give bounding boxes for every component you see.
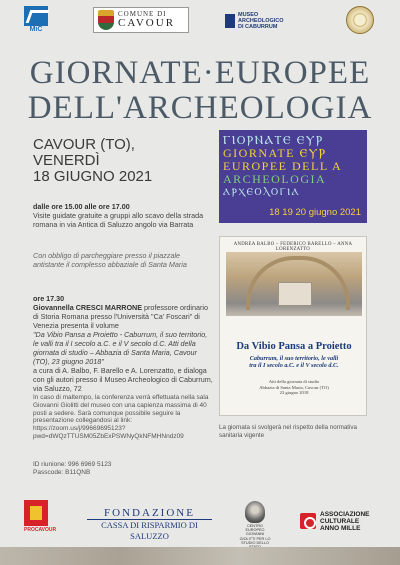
main-title-line1: GIORNATE·EUROPEE [29, 55, 371, 91]
poster-row-4: ARCHEOLOGIA [223, 172, 327, 186]
speaker-name: Giovannella CRESCI MARRONE [33, 303, 143, 312]
giolitti-label: CENTRO EUROPEO GIOVANNI GIOLITTI PER LO STUDIO DELLO [239, 524, 271, 545]
parking-note: Con obbligo di parcheggiare presso il piazzale antistante il complesso abbaziale di Santa Maria [33, 251, 187, 269]
poster-row-5: ⲀⲢⲬⲈⲞⲖⲞⲄⲒⲀ [223, 187, 301, 198]
book-subtitle [220, 355, 367, 369]
seal-logo-icon [346, 6, 374, 34]
cavour-small-label: COMUNE DI [118, 10, 167, 18]
logo-bar [0, 0, 400, 42]
book-reference: "Da Vibio Pansa a Proietto - Caburrum, il suo territorio, le valli tra il I secolo a.C. e il V secolo d.C. Atti della giornata di studio – Abbazia di Santa Maria, Cavour (TO), 23 giugno 2018" [33, 330, 208, 366]
cavour-crest-icon [98, 10, 114, 30]
comune-cavour-logo [93, 7, 189, 33]
fondazione-logo [87, 507, 212, 541]
cavour-big-label: CAVOUR [118, 17, 176, 29]
mic-logo [22, 6, 50, 36]
book-authors: ANDREA BALBO – FEDERICO BARELLO – ANNA LORENZATTO [233, 242, 353, 252]
main-title-line2: DELL'ARCHEOLOGIA [27, 90, 373, 126]
poster-dates: 18 19 20 giugno 2021 [269, 207, 361, 218]
book-subtitle-2: tra il I secolo a.C. e il V secolo d.C. [249, 362, 339, 369]
assoc-label-3: ANNO MILLE [320, 524, 361, 532]
location-line3: 18 GIUGNO 2021 [33, 168, 153, 185]
book-acts-2: Abbazia di Santa Maria, Cavour (TO) [259, 384, 329, 390]
speaker-role: professore ordinario di Storia Romana presso l'Università "Ca' Foscari" di Venezia presenta il volume [33, 303, 208, 330]
stone-texture-strip [0, 547, 400, 565]
health-regulation-note: La giornata si svolgerà nel rispetto della normativa sanitaria vigente [219, 424, 357, 439]
anno-mille-logo [300, 510, 380, 532]
assoc-label-1: ASSOCIAZIONE [320, 510, 370, 518]
talk-block [33, 294, 213, 393]
procavour-mark-icon [24, 500, 48, 526]
meeting-id: ID riunione: 996 6969 5123 [33, 461, 112, 468]
assoc-label-2: CULTURALE [320, 517, 360, 525]
book-acts-1: Atti della giornata di studio [268, 379, 320, 384]
book-subtitle-1: Caburrum, il suo territorio, le valli [249, 355, 339, 362]
afternoon-description: Visite guidate gratuite a gruppi allo scavo della strada romana in via Antica di Saluzzo angolo via Barrata [33, 211, 204, 229]
fondazione-label: FONDAZIONE [87, 508, 212, 520]
museo-mark-icon [225, 14, 235, 28]
meeting-info [33, 461, 213, 477]
giolitti-portrait-icon [245, 501, 265, 523]
book-cover-image [219, 236, 367, 416]
mic-mark-icon [24, 6, 48, 26]
poster-row-2: GIORNATE ⲈⲨⲢ [223, 146, 327, 160]
bad-weather-note: In caso di maltempo, la conferenza verrà effettuata nella sala Giovanni Giolitti del museo con una capienza massima di 40 posti a sedere. Sarà comunque possibile seguire la presentazione collegandosi al link: https://zoom.us/j/99669695123?pwd=dWQzTTUSM05ZbExPSWNyQkNFMHNndz09 [33, 394, 209, 440]
cassa-risparmio-label: CASSA DI RISPARMIO DI SALUZZO [101, 520, 198, 541]
event-location-date [33, 137, 193, 185]
location-line1: CAVOUR (TO), [33, 136, 135, 153]
museo-label-3: DI CABURRUM [238, 24, 278, 30]
mic-label: MiC [29, 26, 43, 33]
museo-label-2: ARCHEOLOGICO [238, 18, 284, 24]
procavour-logo [24, 500, 57, 536]
book-acts [220, 379, 367, 396]
poster-row-3: EUROPEE DELL A [223, 159, 343, 173]
procavour-label: PROCAVOUR [24, 527, 57, 533]
museo-logo [225, 10, 295, 32]
location-line2: VENERDÌ [33, 152, 100, 169]
book-title: Da Vibio Pansa a Proietto [236, 341, 352, 352]
afternoon-time: dalle ore 15.00 alle ore 17.00 [33, 202, 130, 211]
museo-label-1: MUSEO [238, 12, 259, 18]
curators-text: a cura di A. Balbo, F. Barello e A. Lorenzatto, e dialoga con gli autori presso il Museo Archeologico di Caburrum, via Saluzzo, 72 [33, 366, 213, 393]
book-cover-photo [226, 252, 362, 316]
giolitti-logo [238, 501, 272, 545]
poster-row-1: ⲄⲒⲞⲢⲚⲀⲦⲈ ⲈⲨⲢ [223, 133, 324, 147]
sponsor-footer [0, 500, 400, 544]
book-acts-3: 23 giugno 2018 [279, 390, 309, 396]
talk-time: ore 17.30 [33, 294, 65, 303]
anno-mille-mark-icon [300, 513, 316, 529]
event-poster-image [219, 130, 367, 223]
meeting-passcode: Passcode: B11QNB [33, 468, 91, 476]
